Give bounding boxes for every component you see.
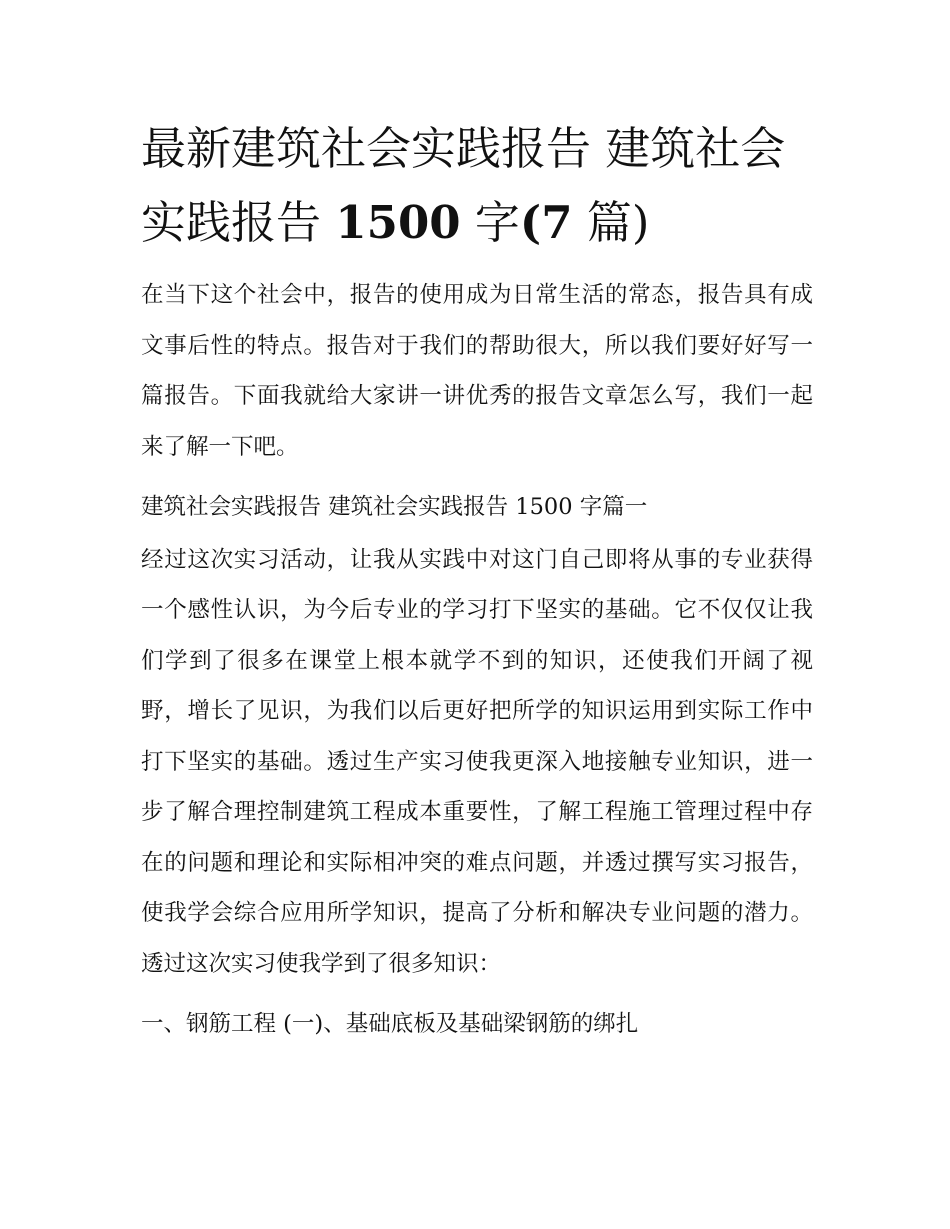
- body-paragraph: 经过这次实习活动，让我从实践中对这门自己即将从事的专业获得一个感性认识，为今后专业的学习打下坚实的基础。它不仅仅让我们学到了很多在课堂上根本就学不到的知识，还使我们开阔了视野，增长了见识，为我们以后更好把所学的知识运用到实际工作中打下坚实的基础。透过生产实习使我更深入地接触专业知识，进一步了解合理控制建筑工程成本重要性，了解工程施工管理过程中存在的问题和理论和实际相冲突的难点问题，并透过撰写实习报告，使我学会综合应用所学知识，提高了分析和解决专业问题的潜力。透过这次实习使我学到了很多知识：: [141, 546, 813, 977]
- document-title: [141, 112, 813, 260]
- title-text: 最新建筑社会实践报告 建筑社会实践报告: [141, 122, 786, 249]
- title-number: 1500: [335, 196, 461, 249]
- title-suffix: 篇): [586, 196, 650, 249]
- document-content: [141, 112, 813, 1050]
- section-heading: 建筑社会实践报告 建筑社会实践报告 1500 字篇一: [141, 494, 648, 520]
- intro-paragraph: 在当下这个社会中，报告的使用成为日常生活的常态，报告具有成文事后性的特点。报告对于我们的帮助很大，所以我们要好好写一篇报告。下面我就给大家讲一讲优秀的报告文章怎么写，我们一起来了解一下吧。: [141, 282, 813, 460]
- title-unit: 字: [474, 196, 520, 249]
- title-count: (7: [519, 196, 573, 249]
- list-heading: 一、钢筋工程 (一)、基础底板及基础梁钢筋的绑扎: [141, 1011, 639, 1037]
